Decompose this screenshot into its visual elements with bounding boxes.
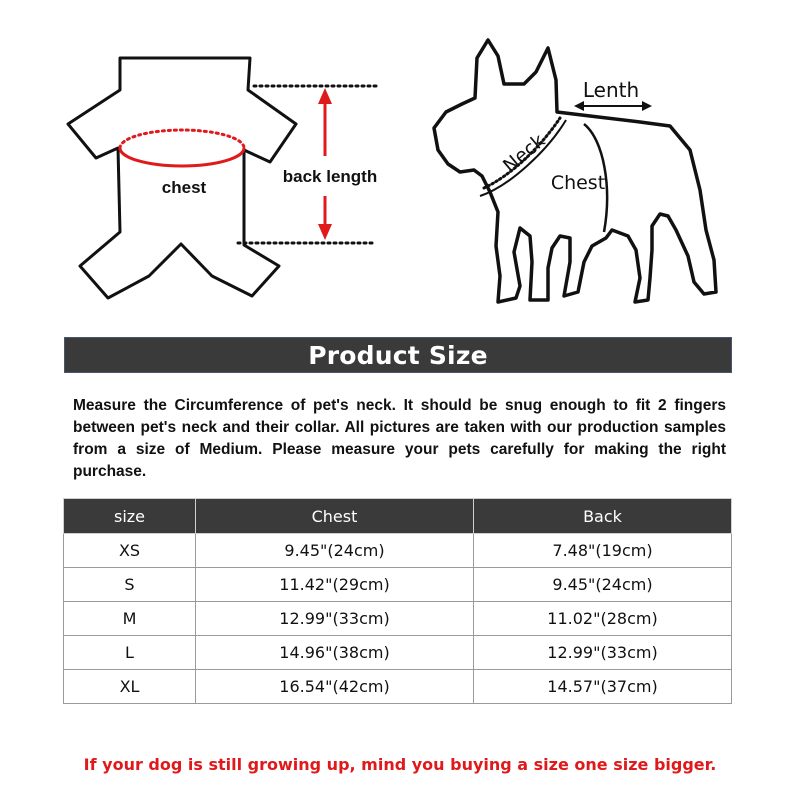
cell-back: 11.02"(28cm) — [474, 602, 732, 636]
cell-size: XS — [64, 534, 196, 568]
back-length-arrowhead-down — [318, 224, 332, 240]
size-table — [63, 498, 732, 704]
table-header-row — [64, 499, 732, 534]
back-length-arrowhead-up — [318, 88, 332, 104]
garment-chest-bottom — [120, 148, 244, 166]
table-row — [64, 636, 732, 670]
sizing-advice-note: If your dog is still growing up, mind you buying a size one size bigger. — [83, 755, 717, 774]
cell-chest: 16.54"(42cm) — [196, 670, 474, 704]
dog-length-label: Lenth — [582, 78, 640, 102]
header-size: size — [64, 499, 196, 534]
size-diagram — [0, 0, 800, 320]
table-row — [64, 670, 732, 704]
diagram-svg — [0, 0, 800, 320]
cell-size: M — [64, 602, 196, 636]
cell-back: 14.57"(37cm) — [474, 670, 732, 704]
garment-chest-label: chest — [161, 178, 207, 197]
cell-back: 7.48"(19cm) — [474, 534, 732, 568]
measure-instructions: Measure the Circumference of pet's neck. It should be snug enough to fit 2 fingers between pet's neck and their collar. All pictures are taken with our production samples from a size of Medium. Please measure your pets carefully for making the right purchase. — [73, 397, 726, 480]
back-length-label: back length — [282, 167, 378, 186]
cell-chest: 11.42"(29cm) — [196, 568, 474, 602]
header-back: Back — [474, 499, 732, 534]
cell-back: 12.99"(33cm) — [474, 636, 732, 670]
dog-outline — [434, 40, 716, 302]
table-row — [64, 534, 732, 568]
header-chest: Chest — [196, 499, 474, 534]
cell-back: 9.45"(24cm) — [474, 568, 732, 602]
product-size-banner — [64, 337, 732, 373]
table-row — [64, 602, 732, 636]
dog-length-arrowhead-right — [642, 101, 652, 111]
garment-chest-top-dotted — [120, 130, 244, 148]
cell-chest: 12.99"(33cm) — [196, 602, 474, 636]
cell-chest: 14.96"(38cm) — [196, 636, 474, 670]
banner-title: Product Size — [308, 340, 488, 370]
cell-size: L — [64, 636, 196, 670]
cell-chest: 9.45"(24cm) — [196, 534, 474, 568]
table-row — [64, 568, 732, 602]
dog-length-arrowhead-left — [574, 101, 584, 111]
cell-size: S — [64, 568, 196, 602]
dog-chest-label: Chest — [550, 172, 606, 194]
dog-neck-label: Neck — [498, 129, 550, 178]
cell-size: XL — [64, 670, 196, 704]
